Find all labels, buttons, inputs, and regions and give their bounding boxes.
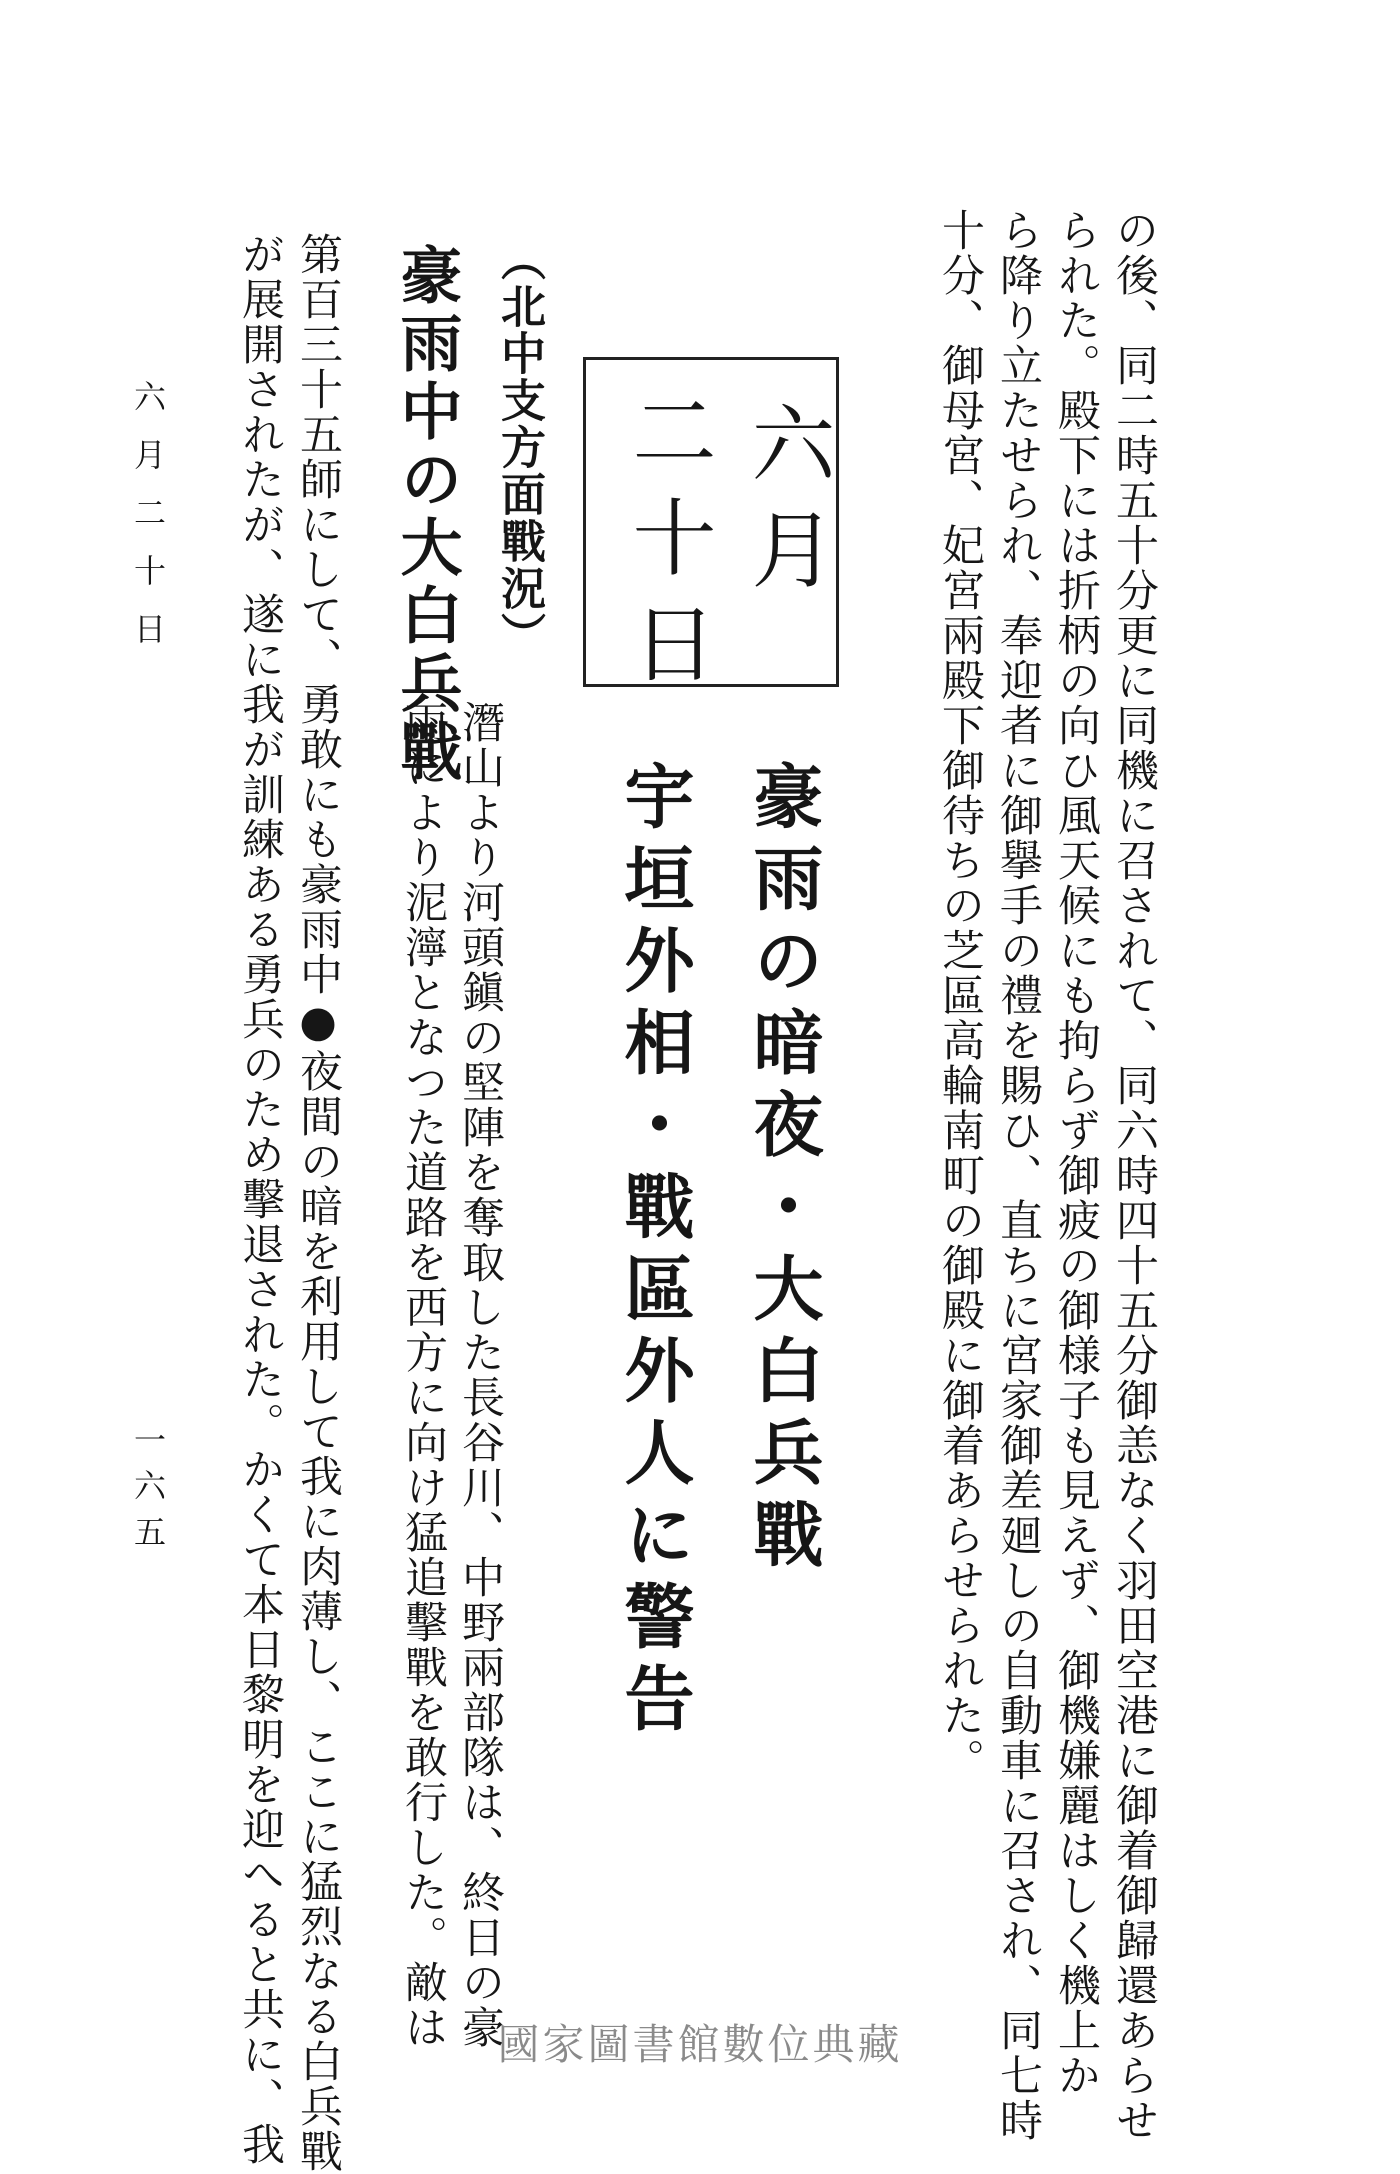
page-number: 一六五 — [129, 1423, 167, 1561]
body-line-3: ら降り立たせられ、奉迎者に御擧手の禮を賜ひ、直ちに宮家御差廻しの自動車に召され、同七時 — [993, 208, 1043, 2143]
section-subtitle: （北中支方面戰況） — [493, 236, 546, 659]
footer-credit: 國家圖書館數位典藏 — [497, 2020, 903, 2069]
date-day: 二十日 — [619, 388, 717, 706]
headline-1: 豪雨の暗夜・大白兵戰 — [742, 760, 825, 1580]
section-line-3: 第百三十五師にして、勇敢にも豪雨中●夜間の暗を利用して我に肉薄し、ここに猛烈なる白兵戰 — [293, 232, 343, 2174]
section-line-4: が展開されたが、遂に我が訓練ある勇兵のため擊退された。かくて本日黎明を迎へると共に、我 — [235, 232, 285, 2167]
body-line-1: の後、同二時五十分更に同機に召されて、同六時四十五分御恙なく羽田空港に御着御歸還あらせ — [1109, 208, 1159, 2143]
running-head: 六月二十日 — [129, 380, 167, 670]
body-line-4: 十分、御母宮、妃宮兩殿下御待ちの芝區高輪南町の御殿に御着あらせられた。 — [935, 208, 985, 1783]
body-line-2: られた。殿下には折柄の向ひ風天候にも拘らず御疲の御様子も見えず、御機嫌麗はしく機上か — [1051, 208, 1101, 2098]
date-box — [583, 357, 839, 706]
section-line-2: 雨により泥濘となつた道路を西方に向け猛追擊戰を敢行した。敵は — [398, 700, 448, 2050]
section-line-1: 潛山より河頭鎭の堅陣を奪取した長谷川、中野兩部隊は、終日の豪 — [455, 700, 505, 2050]
section-heading: 豪雨中の大白兵戰 — [390, 243, 463, 787]
date-month: 六月 — [738, 400, 836, 612]
headline-2: 宇垣外相・戰區外人に警告 — [613, 760, 696, 1744]
